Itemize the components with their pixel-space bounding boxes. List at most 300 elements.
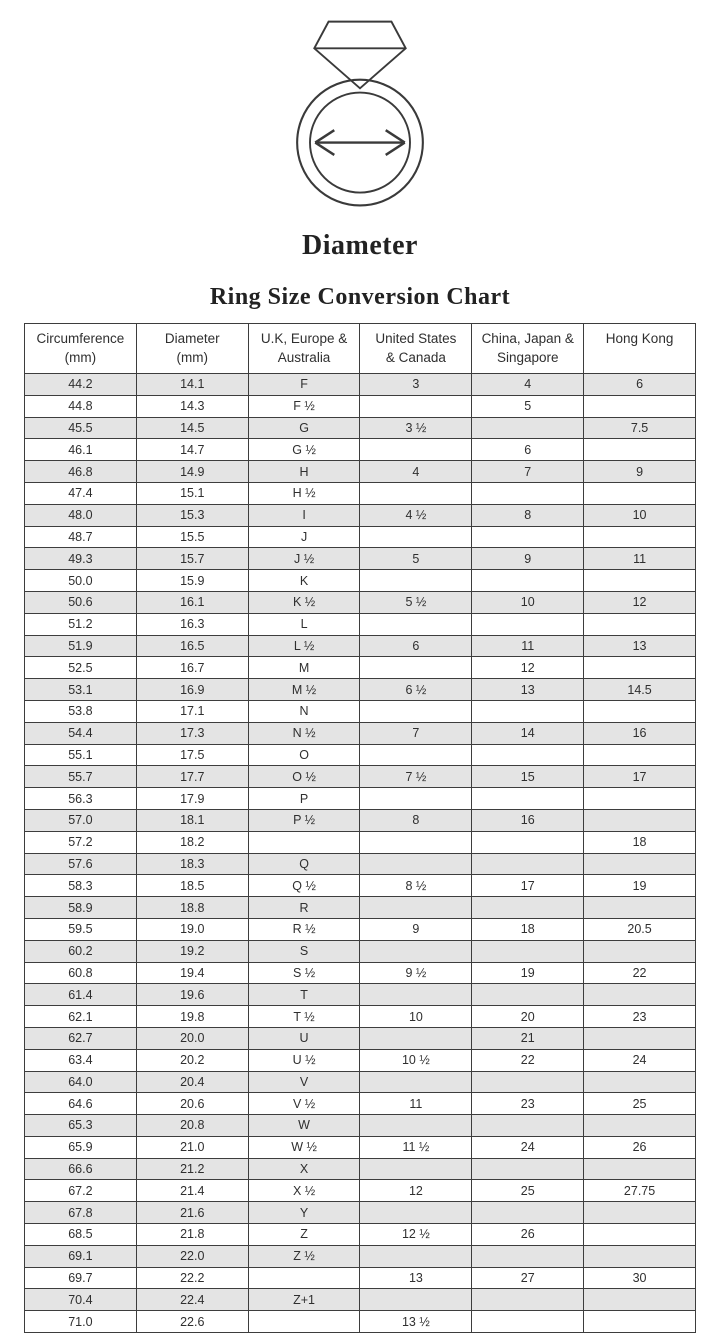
cell-hong-kong-size (584, 853, 696, 875)
cell-china-japan-singapore-size: 10 (472, 591, 584, 613)
diameter-label: Diameter (302, 230, 418, 261)
cell-diameter-mm: 22.0 (136, 1245, 248, 1267)
cell-diameter-mm: 15.3 (136, 504, 248, 526)
ring-diamond-icon (275, 14, 445, 214)
table-row (25, 613, 696, 635)
cell-hong-kong-size: 18 (584, 831, 696, 853)
cell-uk-europe-australia-size: V (248, 1071, 360, 1093)
cell-diameter-mm: 22.2 (136, 1267, 248, 1289)
cell-china-japan-singapore-size (472, 1115, 584, 1137)
table-row (25, 875, 696, 897)
cell-uk-europe-australia-size: G ½ (248, 439, 360, 461)
cell-us-canada-size (360, 744, 472, 766)
cell-uk-europe-australia-size: P ½ (248, 809, 360, 831)
cell-us-canada-size: 12 (360, 1180, 472, 1202)
cell-china-japan-singapore-size: 5 (472, 395, 584, 417)
cell-circumference-mm: 47.4 (25, 482, 137, 504)
cell-us-canada-size (360, 1202, 472, 1224)
cell-circumference-mm: 69.1 (25, 1245, 137, 1267)
cell-diameter-mm: 17.9 (136, 788, 248, 810)
cell-china-japan-singapore-size (472, 1071, 584, 1093)
cell-us-canada-size: 7 (360, 722, 472, 744)
cell-circumference-mm: 44.8 (25, 395, 137, 417)
cell-us-canada-size: 9 (360, 918, 472, 940)
table-row (25, 657, 696, 679)
cell-china-japan-singapore-size: 18 (472, 918, 584, 940)
cell-hong-kong-size: 20.5 (584, 918, 696, 940)
cell-diameter-mm: 19.8 (136, 1006, 248, 1028)
cell-uk-europe-australia-size: O ½ (248, 766, 360, 788)
header-row (25, 324, 696, 374)
cell-circumference-mm: 48.0 (25, 504, 137, 526)
cell-us-canada-size: 7 ½ (360, 766, 472, 788)
cell-diameter-mm: 20.2 (136, 1049, 248, 1071)
cell-uk-europe-australia-size: M ½ (248, 679, 360, 701)
table-row (25, 679, 696, 701)
cell-diameter-mm: 17.1 (136, 700, 248, 722)
cell-diameter-mm: 14.5 (136, 417, 248, 439)
cell-us-canada-size (360, 984, 472, 1006)
cell-uk-europe-australia-size: R (248, 897, 360, 919)
cell-uk-europe-australia-size: Q (248, 853, 360, 875)
cell-china-japan-singapore-size: 26 (472, 1224, 584, 1246)
cell-us-canada-size: 10 ½ (360, 1049, 472, 1071)
table-row (25, 548, 696, 570)
table-row (25, 526, 696, 548)
cell-hong-kong-size (584, 1027, 696, 1049)
cell-uk-europe-australia-size: T (248, 984, 360, 1006)
cell-uk-europe-australia-size (248, 1311, 360, 1333)
cell-uk-europe-australia-size: P (248, 788, 360, 810)
cell-hong-kong-size: 22 (584, 962, 696, 984)
cell-china-japan-singapore-size (472, 613, 584, 635)
cell-circumference-mm: 69.7 (25, 1267, 137, 1289)
cell-circumference-mm: 60.2 (25, 940, 137, 962)
table-row (25, 1158, 696, 1180)
table-row (25, 940, 696, 962)
cell-us-canada-size (360, 1027, 472, 1049)
cell-us-canada-size (360, 1071, 472, 1093)
cell-circumference-mm: 45.5 (25, 417, 137, 439)
table-row (25, 395, 696, 417)
conversion-table (24, 323, 696, 1333)
column-header-us-canada: United States & Canada (360, 324, 472, 374)
cell-circumference-mm: 65.3 (25, 1115, 137, 1137)
cell-us-canada-size (360, 788, 472, 810)
table-row (25, 504, 696, 526)
cell-china-japan-singapore-size (472, 897, 584, 919)
table-row (25, 722, 696, 744)
cell-uk-europe-australia-size (248, 1267, 360, 1289)
cell-china-japan-singapore-size: 23 (472, 1093, 584, 1115)
cell-circumference-mm: 54.4 (25, 722, 137, 744)
cell-hong-kong-size: 30 (584, 1267, 696, 1289)
table-row (25, 1136, 696, 1158)
cell-us-canada-size (360, 853, 472, 875)
cell-us-canada-size: 8 (360, 809, 472, 831)
cell-hong-kong-size (584, 439, 696, 461)
cell-hong-kong-size (584, 657, 696, 679)
cell-us-canada-size: 10 (360, 1006, 472, 1028)
cell-hong-kong-size (584, 482, 696, 504)
cell-uk-europe-australia-size: R ½ (248, 918, 360, 940)
column-header-uk-europe-australia: U.K, Europe & Australia (248, 324, 360, 374)
cell-diameter-mm: 17.3 (136, 722, 248, 744)
cell-us-canada-size: 3 (360, 374, 472, 396)
cell-uk-europe-australia-size: L (248, 613, 360, 635)
cell-hong-kong-size (584, 570, 696, 592)
cell-uk-europe-australia-size: V ½ (248, 1093, 360, 1115)
cell-uk-europe-australia-size: G (248, 417, 360, 439)
cell-circumference-mm: 51.2 (25, 613, 137, 635)
cell-circumference-mm: 57.6 (25, 853, 137, 875)
cell-uk-europe-australia-size: M (248, 657, 360, 679)
cell-china-japan-singapore-size: 7 (472, 461, 584, 483)
cell-circumference-mm: 46.1 (25, 439, 137, 461)
cell-uk-europe-australia-size: F (248, 374, 360, 396)
cell-us-canada-size (360, 1158, 472, 1180)
cell-hong-kong-size: 12 (584, 591, 696, 613)
cell-diameter-mm: 21.6 (136, 1202, 248, 1224)
cell-circumference-mm: 59.5 (25, 918, 137, 940)
cell-china-japan-singapore-size: 12 (472, 657, 584, 679)
cell-diameter-mm: 21.4 (136, 1180, 248, 1202)
cell-uk-europe-australia-size (248, 831, 360, 853)
table-row (25, 1006, 696, 1028)
cell-hong-kong-size (584, 395, 696, 417)
table-row (25, 831, 696, 853)
cell-diameter-mm: 17.5 (136, 744, 248, 766)
cell-circumference-mm: 49.3 (25, 548, 137, 570)
table-row (25, 700, 696, 722)
cell-us-canada-size: 5 ½ (360, 591, 472, 613)
table-row (25, 766, 696, 788)
cell-diameter-mm: 20.8 (136, 1115, 248, 1137)
cell-us-canada-size (360, 439, 472, 461)
cell-china-japan-singapore-size: 9 (472, 548, 584, 570)
cell-uk-europe-australia-size: S ½ (248, 962, 360, 984)
cell-diameter-mm: 16.9 (136, 679, 248, 701)
cell-diameter-mm: 15.7 (136, 548, 248, 570)
cell-hong-kong-size (584, 744, 696, 766)
cell-us-canada-size: 8 ½ (360, 875, 472, 897)
cell-circumference-mm: 65.9 (25, 1136, 137, 1158)
cell-hong-kong-size (584, 1158, 696, 1180)
cell-hong-kong-size: 23 (584, 1006, 696, 1028)
cell-uk-europe-australia-size: Q ½ (248, 875, 360, 897)
cell-uk-europe-australia-size: H ½ (248, 482, 360, 504)
cell-uk-europe-australia-size: L ½ (248, 635, 360, 657)
cell-diameter-mm: 20.6 (136, 1093, 248, 1115)
cell-uk-europe-australia-size: O (248, 744, 360, 766)
cell-hong-kong-size (584, 700, 696, 722)
cell-uk-europe-australia-size: U (248, 1027, 360, 1049)
cell-us-canada-size (360, 657, 472, 679)
column-header-china-japan-singapore: China, Japan & Singapore (472, 324, 584, 374)
cell-circumference-mm: 67.2 (25, 1180, 137, 1202)
table-row (25, 1027, 696, 1049)
cell-us-canada-size: 4 ½ (360, 504, 472, 526)
cell-hong-kong-size: 14.5 (584, 679, 696, 701)
cell-uk-europe-australia-size: Z ½ (248, 1245, 360, 1267)
cell-china-japan-singapore-size (472, 526, 584, 548)
cell-china-japan-singapore-size: 11 (472, 635, 584, 657)
cell-hong-kong-size: 7.5 (584, 417, 696, 439)
cell-uk-europe-australia-size: Y (248, 1202, 360, 1224)
cell-diameter-mm: 15.5 (136, 526, 248, 548)
cell-uk-europe-australia-size: W (248, 1115, 360, 1137)
cell-china-japan-singapore-size (472, 831, 584, 853)
cell-us-canada-size: 11 (360, 1093, 472, 1115)
cell-uk-europe-australia-size: I (248, 504, 360, 526)
cell-uk-europe-australia-size: Z (248, 1224, 360, 1246)
cell-circumference-mm: 46.8 (25, 461, 137, 483)
cell-diameter-mm: 18.8 (136, 897, 248, 919)
cell-diameter-mm: 16.5 (136, 635, 248, 657)
cell-diameter-mm: 19.0 (136, 918, 248, 940)
cell-diameter-mm: 14.1 (136, 374, 248, 396)
cell-uk-europe-australia-size: S (248, 940, 360, 962)
cell-china-japan-singapore-size (472, 1311, 584, 1333)
cell-china-japan-singapore-size (472, 1158, 584, 1180)
cell-circumference-mm: 52.5 (25, 657, 137, 679)
ring-diagram (0, 0, 720, 262)
cell-us-canada-size: 9 ½ (360, 962, 472, 984)
cell-uk-europe-australia-size: N (248, 700, 360, 722)
table-row (25, 809, 696, 831)
cell-hong-kong-size (584, 1115, 696, 1137)
cell-circumference-mm: 44.2 (25, 374, 137, 396)
cell-circumference-mm: 50.0 (25, 570, 137, 592)
cell-hong-kong-size (584, 984, 696, 1006)
cell-hong-kong-size: 13 (584, 635, 696, 657)
cell-china-japan-singapore-size: 22 (472, 1049, 584, 1071)
cell-circumference-mm: 53.8 (25, 700, 137, 722)
cell-hong-kong-size (584, 940, 696, 962)
cell-china-japan-singapore-size: 15 (472, 766, 584, 788)
cell-diameter-mm: 18.2 (136, 831, 248, 853)
cell-diameter-mm: 18.1 (136, 809, 248, 831)
cell-circumference-mm: 63.4 (25, 1049, 137, 1071)
cell-china-japan-singapore-size (472, 570, 584, 592)
cell-circumference-mm: 70.4 (25, 1289, 137, 1311)
cell-hong-kong-size: 11 (584, 548, 696, 570)
cell-hong-kong-size: 9 (584, 461, 696, 483)
cell-us-canada-size (360, 395, 472, 417)
cell-us-canada-size: 6 ½ (360, 679, 472, 701)
cell-us-canada-size: 3 ½ (360, 417, 472, 439)
table-row (25, 482, 696, 504)
cell-china-japan-singapore-size: 14 (472, 722, 584, 744)
cell-china-japan-singapore-size (472, 1289, 584, 1311)
table-row (25, 1049, 696, 1071)
cell-hong-kong-size (584, 1224, 696, 1246)
cell-diameter-mm: 16.3 (136, 613, 248, 635)
cell-us-canada-size (360, 482, 472, 504)
table-header (25, 324, 696, 374)
cell-uk-europe-australia-size: K (248, 570, 360, 592)
cell-circumference-mm: 68.5 (25, 1224, 137, 1246)
cell-uk-europe-australia-size: Z+1 (248, 1289, 360, 1311)
cell-circumference-mm: 51.9 (25, 635, 137, 657)
cell-hong-kong-size (584, 526, 696, 548)
cell-hong-kong-size (584, 1071, 696, 1093)
cell-us-canada-size (360, 1115, 472, 1137)
cell-us-canada-size (360, 897, 472, 919)
table-row (25, 984, 696, 1006)
cell-hong-kong-size: 24 (584, 1049, 696, 1071)
cell-circumference-mm: 62.1 (25, 1006, 137, 1028)
cell-diameter-mm: 14.7 (136, 439, 248, 461)
cell-diameter-mm: 15.1 (136, 482, 248, 504)
cell-china-japan-singapore-size (472, 482, 584, 504)
cell-diameter-mm: 21.0 (136, 1136, 248, 1158)
cell-china-japan-singapore-size: 13 (472, 679, 584, 701)
cell-diameter-mm: 19.2 (136, 940, 248, 962)
cell-hong-kong-size: 19 (584, 875, 696, 897)
cell-circumference-mm: 60.8 (25, 962, 137, 984)
cell-us-canada-size (360, 570, 472, 592)
cell-china-japan-singapore-size (472, 1245, 584, 1267)
cell-hong-kong-size (584, 613, 696, 635)
cell-china-japan-singapore-size: 20 (472, 1006, 584, 1028)
table-row (25, 1071, 696, 1093)
cell-diameter-mm: 21.8 (136, 1224, 248, 1246)
cell-hong-kong-size: 17 (584, 766, 696, 788)
page-title: Ring Size Conversion Chart (209, 284, 511, 310)
table-row (25, 897, 696, 919)
table-row (25, 439, 696, 461)
table-row (25, 1311, 696, 1333)
cell-hong-kong-size: 25 (584, 1093, 696, 1115)
table-row (25, 962, 696, 984)
column-header-circumference: Circumference (mm) (25, 324, 137, 374)
cell-china-japan-singapore-size: 19 (472, 962, 584, 984)
cell-diameter-mm: 22.6 (136, 1311, 248, 1333)
cell-uk-europe-australia-size: K ½ (248, 591, 360, 613)
cell-china-japan-singapore-size (472, 1202, 584, 1224)
column-header-hong-kong: Hong Kong (584, 324, 696, 374)
cell-diameter-mm: 14.3 (136, 395, 248, 417)
table-row (25, 374, 696, 396)
cell-china-japan-singapore-size (472, 984, 584, 1006)
cell-circumference-mm: 56.3 (25, 788, 137, 810)
table-row (25, 1245, 696, 1267)
cell-diameter-mm: 22.4 (136, 1289, 248, 1311)
cell-hong-kong-size: 27.75 (584, 1180, 696, 1202)
cell-us-canada-size: 6 (360, 635, 472, 657)
cell-circumference-mm: 67.8 (25, 1202, 137, 1224)
cell-china-japan-singapore-size: 16 (472, 809, 584, 831)
cell-us-canada-size: 4 (360, 461, 472, 483)
table-row (25, 570, 696, 592)
table-row (25, 918, 696, 940)
cell-diameter-mm: 18.5 (136, 875, 248, 897)
cell-china-japan-singapore-size (472, 417, 584, 439)
cell-us-canada-size: 5 (360, 548, 472, 570)
cell-us-canada-size: 11 ½ (360, 1136, 472, 1158)
table-row (25, 1224, 696, 1246)
cell-circumference-mm: 64.6 (25, 1093, 137, 1115)
cell-uk-europe-australia-size: J ½ (248, 548, 360, 570)
cell-uk-europe-australia-size: X (248, 1158, 360, 1180)
cell-hong-kong-size (584, 809, 696, 831)
cell-diameter-mm: 15.9 (136, 570, 248, 592)
cell-hong-kong-size (584, 1311, 696, 1333)
table-row (25, 744, 696, 766)
table-row (25, 1289, 696, 1311)
cell-china-japan-singapore-size (472, 940, 584, 962)
table-row (25, 461, 696, 483)
cell-uk-europe-australia-size: T ½ (248, 1006, 360, 1028)
table-row (25, 591, 696, 613)
cell-us-canada-size (360, 526, 472, 548)
table-row (25, 853, 696, 875)
cell-uk-europe-australia-size: W ½ (248, 1136, 360, 1158)
cell-us-canada-size (360, 700, 472, 722)
cell-china-japan-singapore-size: 27 (472, 1267, 584, 1289)
cell-us-canada-size: 13 (360, 1267, 472, 1289)
cell-circumference-mm: 66.6 (25, 1158, 137, 1180)
cell-hong-kong-size (584, 1245, 696, 1267)
cell-circumference-mm: 58.3 (25, 875, 137, 897)
cell-diameter-mm: 17.7 (136, 766, 248, 788)
cell-hong-kong-size (584, 788, 696, 810)
cell-uk-europe-australia-size: H (248, 461, 360, 483)
cell-diameter-mm: 16.1 (136, 591, 248, 613)
cell-china-japan-singapore-size: 6 (472, 439, 584, 461)
cell-china-japan-singapore-size (472, 744, 584, 766)
table-row (25, 1093, 696, 1115)
cell-diameter-mm: 16.7 (136, 657, 248, 679)
cell-china-japan-singapore-size (472, 853, 584, 875)
table-body (25, 374, 696, 1333)
diameter-arrow-icon (315, 130, 405, 155)
cell-us-canada-size: 12 ½ (360, 1224, 472, 1246)
table-row (25, 1267, 696, 1289)
cell-uk-europe-australia-size: N ½ (248, 722, 360, 744)
cell-diameter-mm: 19.4 (136, 962, 248, 984)
cell-circumference-mm: 55.7 (25, 766, 137, 788)
table-row (25, 1115, 696, 1137)
cell-circumference-mm: 55.1 (25, 744, 137, 766)
cell-china-japan-singapore-size: 17 (472, 875, 584, 897)
cell-diameter-mm: 20.0 (136, 1027, 248, 1049)
cell-circumference-mm: 62.7 (25, 1027, 137, 1049)
cell-china-japan-singapore-size: 4 (472, 374, 584, 396)
cell-china-japan-singapore-size: 8 (472, 504, 584, 526)
cell-china-japan-singapore-size: 21 (472, 1027, 584, 1049)
cell-china-japan-singapore-size: 25 (472, 1180, 584, 1202)
cell-circumference-mm: 53.1 (25, 679, 137, 701)
cell-diameter-mm: 18.3 (136, 853, 248, 875)
cell-uk-europe-australia-size: F ½ (248, 395, 360, 417)
cell-diameter-mm: 20.4 (136, 1071, 248, 1093)
cell-us-canada-size (360, 1245, 472, 1267)
table-row (25, 1202, 696, 1224)
cell-us-canada-size (360, 613, 472, 635)
cell-uk-europe-australia-size: J (248, 526, 360, 548)
cell-china-japan-singapore-size: 24 (472, 1136, 584, 1158)
cell-diameter-mm: 19.6 (136, 984, 248, 1006)
cell-circumference-mm: 58.9 (25, 897, 137, 919)
cell-hong-kong-size: 6 (584, 374, 696, 396)
cell-us-canada-size (360, 1289, 472, 1311)
cell-hong-kong-size (584, 1289, 696, 1311)
cell-uk-europe-australia-size: X ½ (248, 1180, 360, 1202)
cell-circumference-mm: 61.4 (25, 984, 137, 1006)
cell-hong-kong-size: 10 (584, 504, 696, 526)
